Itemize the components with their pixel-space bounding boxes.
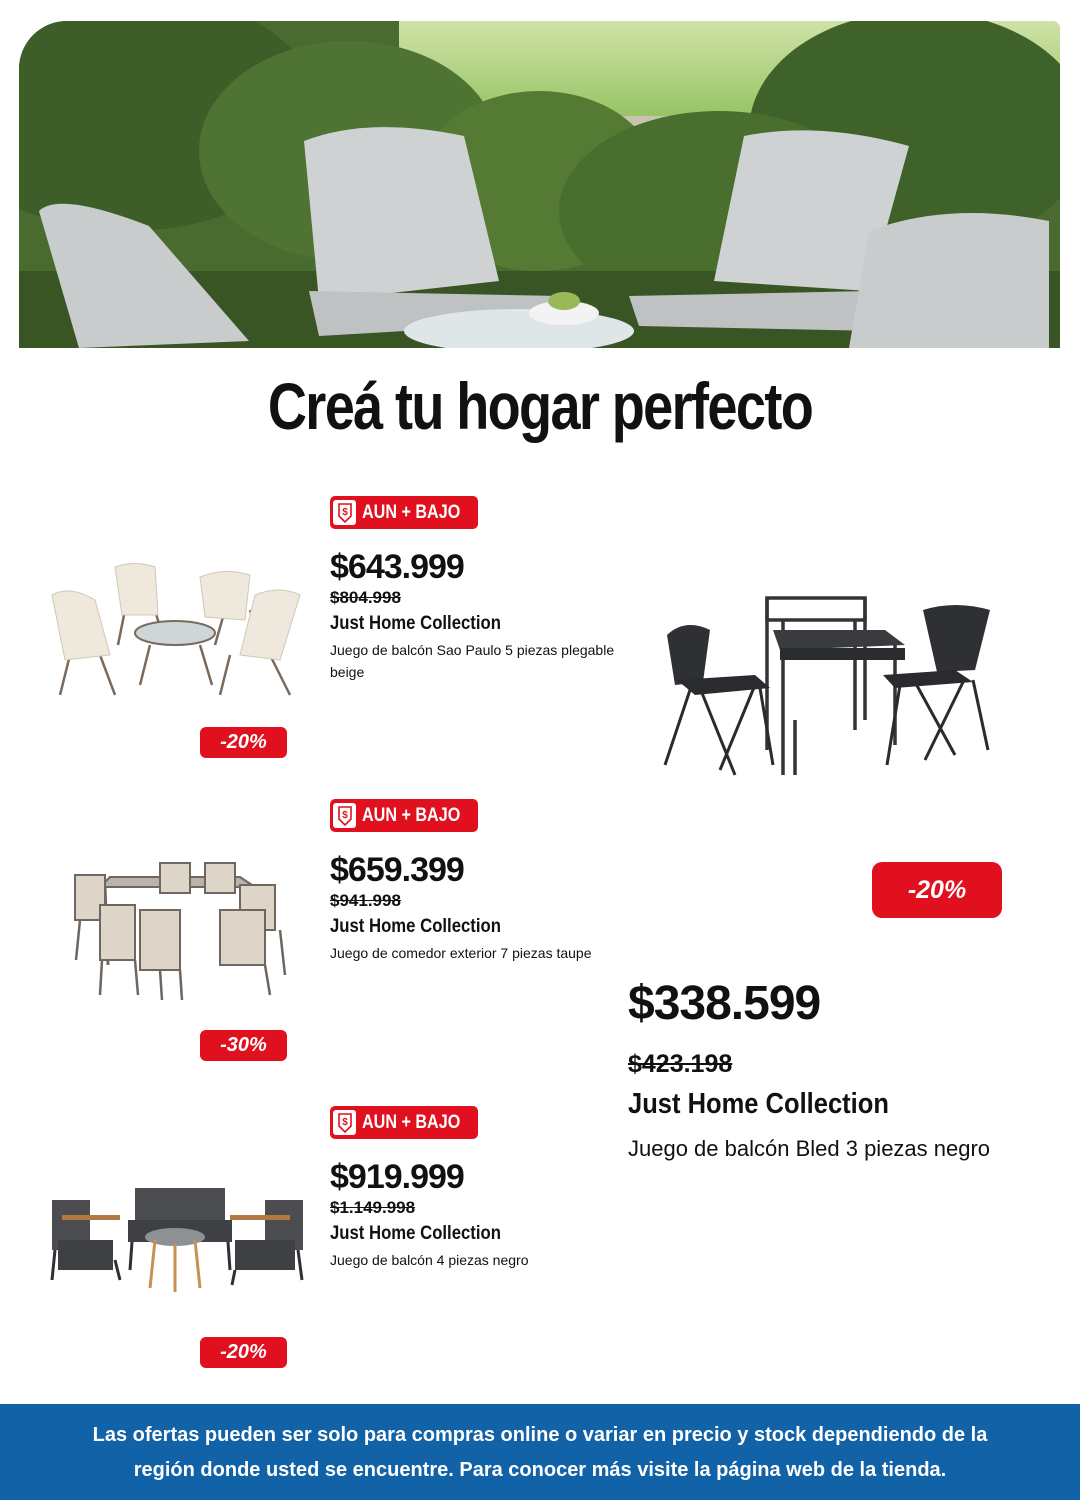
badge-label: AUN + BAJO [362, 1111, 461, 1133]
product-info[interactable] [330, 1157, 620, 1271]
svg-text:$: $ [341, 506, 348, 518]
product-brand: Just Home Collection [330, 916, 501, 937]
product-description: Juego de balcón 4 piezas negro [330, 1252, 529, 1268]
product-image[interactable] [40, 855, 310, 1005]
product-info[interactable] [330, 850, 620, 964]
svg-text:$: $ [341, 809, 348, 821]
product-description: Juego de comedor exterior 7 piezas taupe [330, 945, 592, 961]
price-down-icon [333, 500, 356, 525]
lower-price-badge [330, 1106, 478, 1139]
discount-badge: -20% [200, 1337, 287, 1368]
disclaimer-line: región donde usted se encuentre. Para conocer más visite la página web de la tienda. [133, 1459, 947, 1481]
featured-product-image[interactable] [655, 590, 1000, 785]
badge-label: AUN + BAJO [362, 804, 461, 826]
price-down-icon [333, 803, 356, 828]
page-title: Creá tu hogar perfecto [267, 369, 813, 443]
product-image[interactable] [40, 555, 310, 705]
svg-text:$: $ [341, 1116, 348, 1128]
featured-discount-badge: -20% [872, 862, 1002, 918]
product-description: Juego de balcón Sao Paulo 5 piezas plegable beige [330, 642, 615, 680]
featured-product-info[interactable] [628, 975, 1048, 1167]
featured-old-price: $423.198 [628, 1050, 733, 1078]
product-price: $919.999 [330, 1158, 464, 1196]
featured-price: $338.599 [628, 977, 821, 1030]
product-old-price: $941.998 [330, 891, 401, 910]
product-brand: Just Home Collection [330, 613, 501, 634]
disclaimer-footer [0, 1404, 1080, 1500]
badge-label: AUN + BAJO [362, 501, 461, 523]
product-price: $659.399 [330, 851, 464, 889]
hero-image [19, 21, 1060, 348]
product-price: $643.999 [330, 548, 464, 586]
discount-badge: -30% [200, 1030, 287, 1061]
lower-price-badge [330, 496, 478, 529]
featured-description: Juego de balcón Bled 3 piezas negro [628, 1136, 991, 1161]
price-down-icon [333, 1110, 356, 1135]
product-brand: Just Home Collection [330, 1223, 501, 1244]
featured-brand: Just Home Collection [628, 1088, 889, 1120]
discount-badge: -20% [200, 727, 287, 758]
disclaimer-line: Las ofertas pueden ser solo para compras online o variar en precio y stock dependiendo de la [92, 1424, 988, 1446]
product-old-price: $1.149.998 [330, 1198, 416, 1217]
lower-price-badge [330, 799, 478, 832]
product-old-price: $804.998 [330, 588, 401, 607]
product-image[interactable] [40, 1180, 310, 1330]
product-info[interactable] [330, 547, 620, 683]
